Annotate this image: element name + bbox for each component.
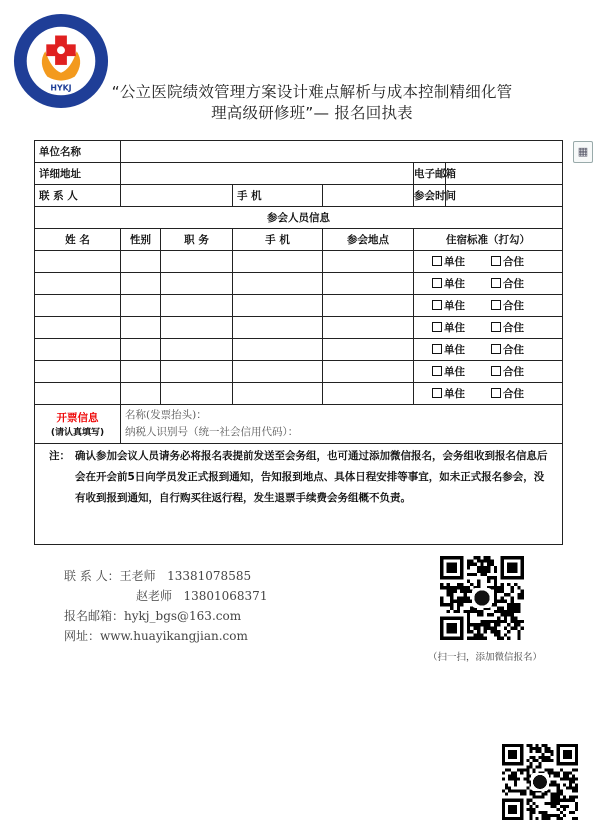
shared-room-option[interactable] — [491, 256, 524, 268]
single-room-option[interactable] — [432, 322, 465, 334]
attendee-row — [35, 317, 563, 339]
mobile-field[interactable] — [323, 185, 414, 207]
wechat-qr-code-small — [502, 744, 578, 820]
note-text: 确认参加会议人员请务必将报名表提前发送至会务组，也可通过添加微信报名，会务组收到报名信息后会在开会前5日向学员发正式报到通知，告知报到地点、具体日程安排等事宜，如未正式报名参会，没有收到报到通知，自行购买往返行程，发生退票手续费会务组概不负责。 — [75, 450, 548, 504]
shared-room-option[interactable] — [491, 366, 524, 378]
attendee-venue-cell[interactable] — [323, 339, 414, 361]
attendee-name-cell[interactable] — [35, 361, 121, 383]
col-gender-header: 性别 — [121, 229, 161, 251]
lodging-option-label: 合住 — [503, 322, 524, 334]
contact-person-field[interactable] — [121, 185, 233, 207]
attendee-name-cell[interactable] — [35, 317, 121, 339]
contact-block — [64, 566, 267, 646]
attendee-gender-cell[interactable] — [121, 251, 161, 273]
unit-name-field[interactable] — [121, 141, 563, 163]
contact-phone-2: 13801068371 — [183, 589, 268, 603]
attendee-row — [35, 361, 563, 383]
checkbox[interactable] — [432, 366, 442, 376]
attendee-row — [35, 251, 563, 273]
attendee-venue-cell[interactable] — [323, 295, 414, 317]
invoice-title-line: 名称(发票抬头)： — [125, 409, 207, 421]
attendee-mobile-cell[interactable] — [233, 251, 323, 273]
checkbox[interactable] — [432, 344, 442, 354]
checkbox[interactable] — [432, 278, 442, 288]
checkbox[interactable] — [432, 322, 442, 332]
single-room-option[interactable] — [432, 344, 465, 356]
attendee-venue-cell[interactable] — [323, 251, 414, 273]
mobile-label: 手 机 — [233, 185, 323, 207]
col-position-header: 职 务 — [161, 229, 233, 251]
invoice-info-cell[interactable] — [121, 405, 563, 444]
invoice-label: 开票信息 — [56, 412, 99, 424]
attendee-gender-cell[interactable] — [121, 339, 161, 361]
contact-person-label: 联 系 人 — [35, 185, 121, 207]
shared-room-option[interactable] — [491, 300, 524, 312]
lodging-option-label: 单住 — [444, 278, 465, 290]
checkbox[interactable] — [491, 366, 501, 376]
lodging-option-label: 合住 — [503, 344, 524, 356]
single-room-option[interactable] — [432, 388, 465, 400]
title-line-1: “公立医院绩效管理方案设计难点解析与成本控制精细化管 — [111, 83, 513, 101]
title-line-2: 理高级研修班”— 报名回执表 — [211, 104, 413, 122]
checkbox[interactable] — [432, 300, 442, 310]
attendee-venue-cell[interactable] — [323, 273, 414, 295]
shared-room-option[interactable] — [491, 344, 524, 356]
qr-caption: （扫一扫，添加微信报名） — [427, 652, 542, 663]
logo-center-text: HYKJ — [50, 83, 72, 93]
lodging-options-cell — [414, 251, 563, 273]
email-field[interactable] — [446, 163, 563, 185]
attendee-position-cell[interactable] — [161, 339, 233, 361]
address-label: 详细地址 — [35, 163, 121, 185]
attendee-mobile-cell[interactable] — [233, 383, 323, 405]
lodging-options-cell — [414, 383, 563, 405]
invoice-sublabel: (请认真填写) — [50, 428, 105, 438]
checkbox[interactable] — [432, 388, 442, 398]
lodging-options-cell — [414, 295, 563, 317]
attendee-position-cell[interactable] — [161, 273, 233, 295]
attendee-info-header: 参会人员信息 — [35, 207, 563, 229]
attendee-position-cell[interactable] — [161, 317, 233, 339]
lodging-option-label: 单住 — [444, 388, 465, 400]
contact-label: 联 系 人： — [64, 569, 120, 583]
lodging-option-label: 合住 — [503, 278, 524, 290]
col-venue-header: 参会地点 — [323, 229, 414, 251]
lodging-option-label: 合住 — [503, 300, 524, 312]
single-room-option[interactable] — [432, 256, 465, 268]
attend-time-label: 参会时间 — [414, 185, 446, 207]
lodging-options-cell — [414, 361, 563, 383]
attendee-mobile-cell[interactable] — [233, 273, 323, 295]
attendee-position-cell[interactable] — [161, 361, 233, 383]
attendee-venue-cell[interactable] — [323, 317, 414, 339]
lodging-options-cell — [414, 273, 563, 295]
checkbox[interactable] — [432, 256, 442, 266]
checkbox[interactable] — [491, 322, 501, 332]
lodging-options-cell — [414, 317, 563, 339]
attendee-gender-cell[interactable] — [121, 317, 161, 339]
attendee-row — [35, 295, 563, 317]
lodging-option-label: 单住 — [444, 300, 465, 312]
attendee-gender-cell[interactable] — [121, 295, 161, 317]
contact-person-1: 王老师 — [119, 569, 156, 583]
single-room-option[interactable] — [432, 366, 465, 378]
page-title — [92, 82, 532, 124]
contact-phone-1: 13381078585 — [167, 569, 252, 583]
attendee-position-cell[interactable] — [161, 251, 233, 273]
address-field[interactable] — [121, 163, 414, 185]
col-mobile-header: 手 机 — [233, 229, 323, 251]
lodging-option-label: 单住 — [444, 256, 465, 268]
shared-room-option[interactable] — [491, 322, 524, 334]
attendee-name-cell[interactable] — [35, 251, 121, 273]
attendee-gender-cell[interactable] — [121, 361, 161, 383]
attendee-row — [35, 383, 563, 405]
attendee-gender-cell[interactable] — [121, 383, 161, 405]
attendee-mobile-cell[interactable] — [233, 317, 323, 339]
attendee-name-cell[interactable] — [35, 383, 121, 405]
note-label: 注： — [49, 450, 70, 462]
attend-time-field[interactable] — [446, 185, 563, 207]
unit-name-label: 单位名称 — [35, 141, 121, 163]
checkbox[interactable] — [491, 388, 501, 398]
attendee-position-cell[interactable] — [161, 295, 233, 317]
lodging-option-label: 合住 — [503, 366, 524, 378]
single-room-option[interactable] — [432, 300, 465, 312]
email-label-text: 报名邮箱： — [64, 609, 125, 623]
attendee-rows — [35, 251, 563, 405]
website-label: 网址： — [64, 629, 101, 643]
single-room-option[interactable] — [432, 278, 465, 290]
attendee-name-cell[interactable] — [35, 295, 121, 317]
attendee-row — [35, 273, 563, 295]
wechat-qr-code — [440, 556, 524, 640]
checkbox[interactable] — [491, 344, 501, 354]
contact-website[interactable]: www.huayikangjian.com — [100, 629, 248, 643]
invoice-label-cell — [35, 405, 121, 444]
lodging-option-label: 单住 — [444, 344, 465, 356]
email-label: 电子邮箱 — [414, 163, 446, 185]
shared-room-option[interactable] — [491, 388, 524, 400]
lodging-option-label: 单住 — [444, 366, 465, 378]
attendee-mobile-cell[interactable] — [233, 361, 323, 383]
checkbox[interactable] — [491, 278, 501, 288]
attendee-mobile-cell[interactable] — [233, 339, 323, 361]
attendee-name-cell[interactable] — [35, 339, 121, 361]
attendee-venue-cell[interactable] — [323, 361, 414, 383]
invoice-taxid-line: 纳税人识别号（统一社会信用代码）： — [125, 426, 299, 438]
attendee-mobile-cell[interactable] — [233, 295, 323, 317]
col-lodging-header: 住宿标准（打勾） — [414, 229, 563, 251]
attendee-row — [35, 339, 563, 361]
lodging-option-label: 合住 — [503, 388, 524, 400]
fullscreen-icon[interactable]: ▦ — [573, 141, 593, 163]
col-name-header: 姓 名 — [35, 229, 121, 251]
checkbox[interactable] — [491, 256, 501, 266]
shared-room-option[interactable] — [491, 278, 524, 290]
contact-person-2: 赵老师 — [136, 589, 173, 603]
lodging-options-cell — [414, 339, 563, 361]
registration-form — [34, 140, 563, 545]
lodging-option-label: 合住 — [503, 256, 524, 268]
attendee-position-cell[interactable] — [161, 383, 233, 405]
contact-email[interactable]: hykj_bgs@163.com — [124, 609, 242, 623]
attendee-gender-cell[interactable] — [121, 273, 161, 295]
note-cell — [35, 444, 563, 545]
attendee-name-cell[interactable] — [35, 273, 121, 295]
lodging-option-label: 单住 — [444, 322, 465, 334]
attendee-venue-cell[interactable] — [323, 383, 414, 405]
checkbox[interactable] — [491, 300, 501, 310]
